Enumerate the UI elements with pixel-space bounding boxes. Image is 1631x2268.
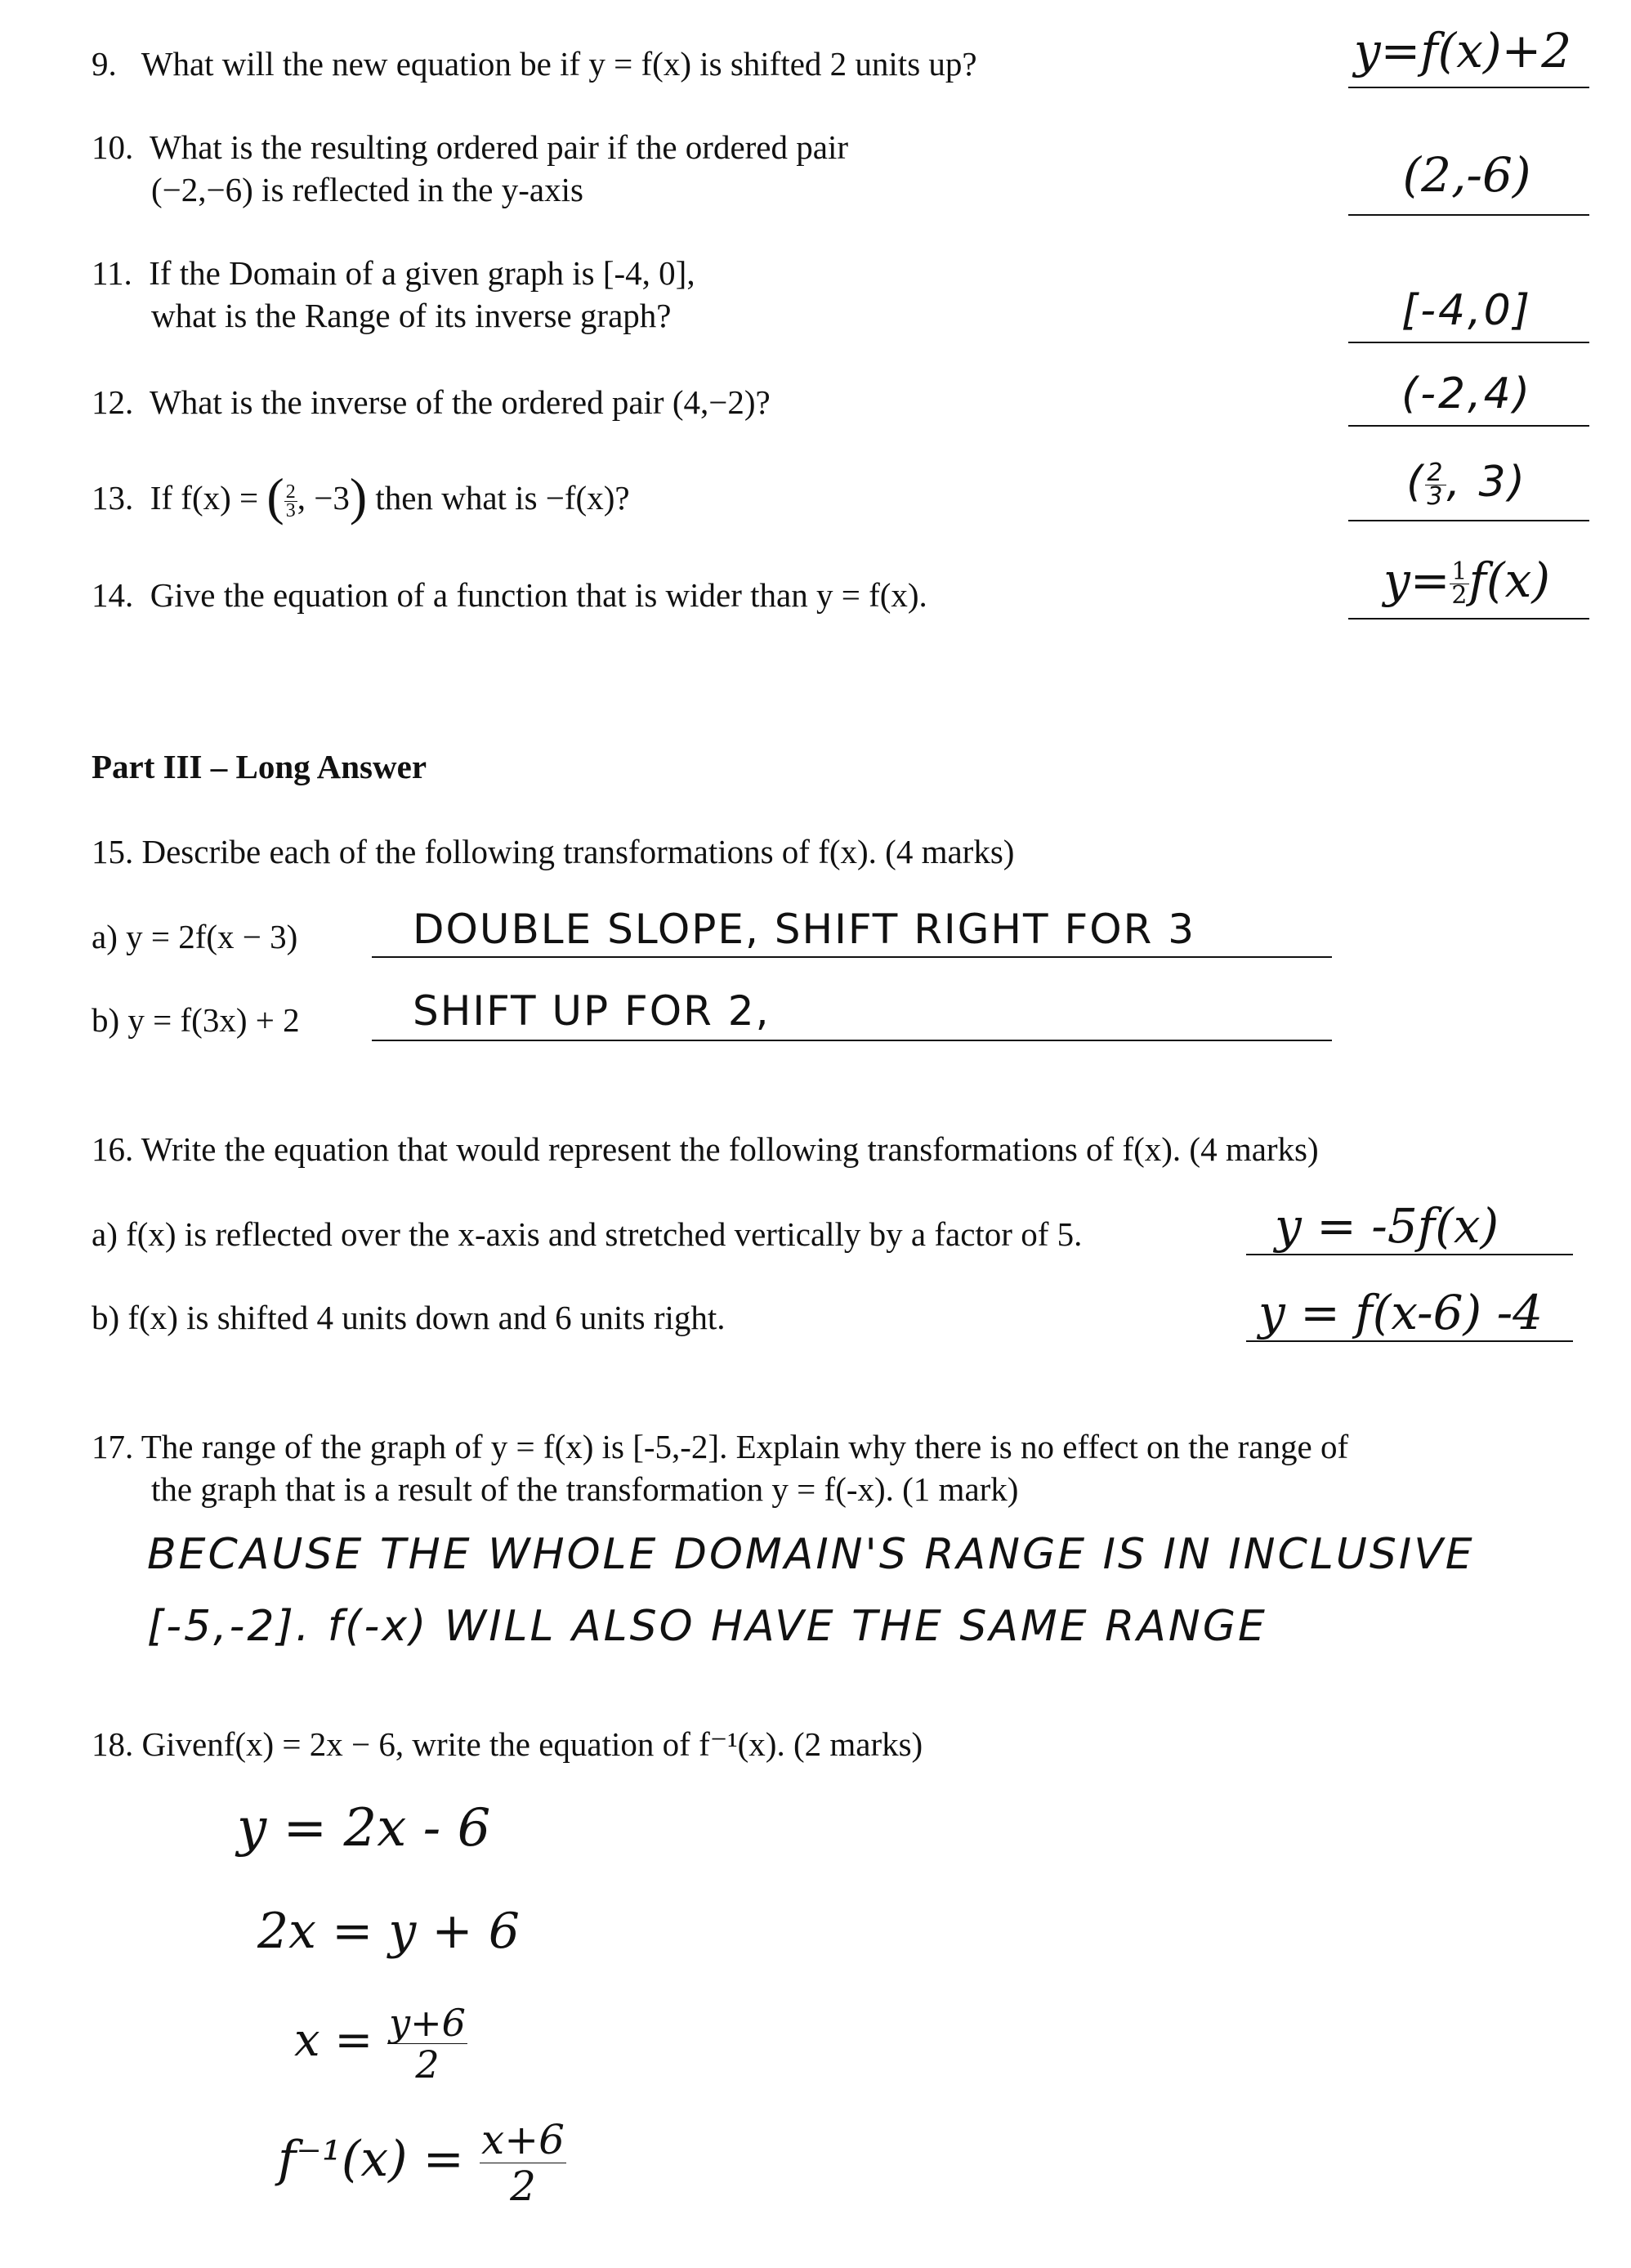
question-15-prompt: 15. Describe each of the following transformations of f(x). (4 marks) — [92, 833, 1015, 870]
question-number: 10. — [92, 128, 134, 166]
question-text: If the Domain of a given graph is [-4, 0], — [149, 254, 695, 292]
work-step-3: x = $\frac{y+6}{2}$ — [294, 2001, 466, 2087]
answer-10: (2,-6) — [1402, 147, 1531, 203]
question-text: What will the new equation be if y = f(x) is shifted 2 units up? — [141, 45, 977, 83]
fraction: $\frac{2}{3}$ — [285, 481, 296, 522]
question-17-answer-line1: BECAUSE THE WHOLE DOMAIN'S RANGE IS IN INCLUSIVE — [147, 1530, 1475, 1579]
question-10 — [92, 126, 848, 168]
fraction: $\frac{x+6}{2}$ — [481, 2116, 565, 2210]
question-17-line1: 17. The range of the graph of y = f(x) is [-5,-2]. Explain why there is no effect on the range of — [92, 1428, 1349, 1465]
question-14 — [92, 574, 927, 616]
answer-12: (-2,4) — [1401, 369, 1533, 418]
question-number: 13. — [92, 479, 134, 517]
question-text-pre: If f(x) = — [150, 479, 259, 517]
question-16a-label: a) f(x) is reflected over the x-axis and stretched vertically by a factor of 5. — [92, 1215, 1083, 1253]
question-15b-answer: SHIFT UP FOR 2, — [413, 987, 771, 1035]
question-number: 11. — [92, 254, 132, 292]
answer-line — [1246, 1340, 1573, 1342]
question-16a-answer: y = -5f(x) — [1275, 1198, 1499, 1254]
question-number: 14. — [92, 576, 134, 614]
question-17-answer-line2: [-5,-2]. f(-x) WILL ALSO HAVE THE SAME RANGE — [147, 1602, 1267, 1651]
question-10-line2: (−2,−6) is reflected in the y-axis — [151, 171, 583, 208]
question-11-line2: what is the Range of its inverse graph? — [151, 297, 672, 334]
answer-line — [1348, 87, 1589, 88]
question-15a-answer: DOUBLE SLOPE, SHIFT RIGHT FOR 3 — [413, 906, 1196, 953]
question-13: 13. If f(x) = ( $\frac{2}{3}$ , −3) then what is −f(x)? — [92, 467, 630, 526]
question-17-line2: the graph that is a result of the transformation y = f(-x). (1 mark) — [151, 1470, 1019, 1508]
question-16b-answer: y = f(x-6) -4 — [1258, 1285, 1544, 1340]
fraction: $\frac{y+6}{2}$ — [389, 2001, 466, 2087]
answer-line — [1348, 618, 1589, 620]
answer-line — [1348, 342, 1589, 343]
question-number: 12. — [92, 383, 134, 421]
answer-line — [1348, 214, 1589, 216]
work-step-4: f⁻¹(x) = $\frac{x+6}{2}$ — [278, 2116, 565, 2210]
question-15b-label: b) y = f(3x) + 2 — [92, 1001, 300, 1039]
question-text: What is the resulting ordered pair if the ordered pair — [150, 128, 848, 166]
work-step-1: y = 2x - 6 — [237, 1798, 491, 1859]
question-text: Give the equation of a function that is wider than y = f(x). — [150, 576, 927, 614]
answer-13: ( $\frac{2}{3}$ , 3) — [1406, 458, 1527, 511]
answer-line — [1246, 1254, 1573, 1255]
answer-11: [-4,0] — [1401, 286, 1533, 335]
question-18-prompt: 18. Givenf(x) = 2x − 6, write the equation of f⁻¹(x). (2 marks) — [92, 1725, 923, 1763]
question-12 — [92, 381, 771, 423]
answer-line — [372, 956, 1332, 958]
pair-rest: , −3 — [297, 479, 350, 517]
answer-9: y=f(x)+2 — [1353, 23, 1572, 78]
question-text: What is the inverse of the ordered pair (4,−2)? — [150, 383, 771, 421]
question-16b-label: b) f(x) is shifted 4 units down and 6 units right. — [92, 1299, 726, 1336]
part-heading: Part III – Long Answer — [92, 748, 427, 785]
question-16-prompt: 16. Write the equation that would represent the following transformations of f(x). (4 marks) — [92, 1130, 1319, 1168]
question-9 — [92, 42, 977, 85]
work-step-2: 2x = y + 6 — [257, 1903, 520, 1960]
question-number: 9. — [92, 45, 117, 83]
answer-line — [1348, 425, 1589, 427]
answer-14: y= $\frac{1}{2}$ f(x) — [1383, 552, 1550, 611]
question-text-post: then what is −f(x)? — [375, 479, 630, 517]
question-15a-label: a) y = 2f(x − 3) — [92, 918, 298, 955]
question-11 — [92, 252, 695, 294]
answer-line — [1348, 520, 1589, 521]
answer-line — [372, 1040, 1332, 1041]
